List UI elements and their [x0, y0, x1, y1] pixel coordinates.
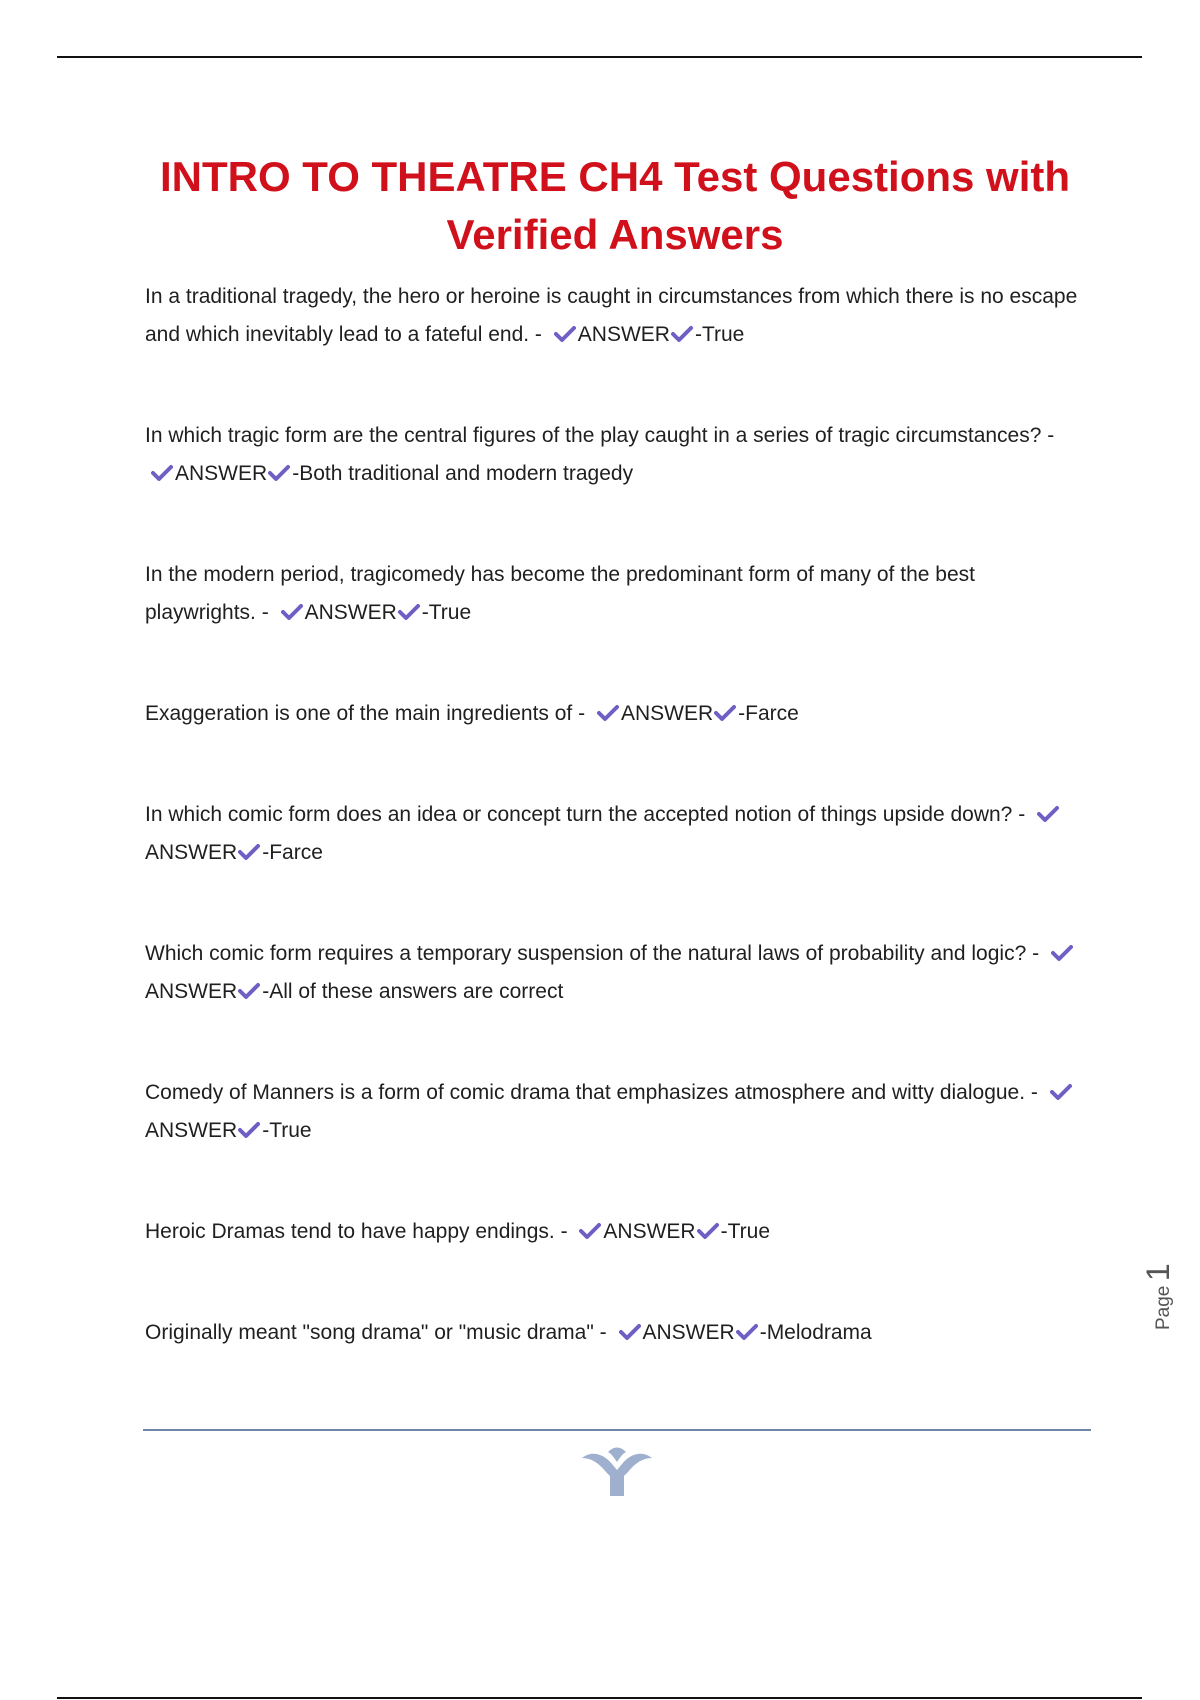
document-title: INTRO TO THEATRE CH4 Test Questions with Verified Answers [159, 153, 1071, 258]
answer-label: ANSWER [145, 980, 238, 1003]
check-icon [619, 1323, 641, 1341]
check-icon [1037, 805, 1059, 823]
check-icon [597, 704, 619, 722]
qa-item: In which comic form does an idea or concept turn the accepted notion of things upside down? - ANSWER -Farce [145, 796, 1085, 872]
check-icon [238, 843, 260, 861]
qa-item: In the modern period, tragicomedy has become the predominant form of many of the best playwrights. - ANSWER -True [145, 563, 975, 624]
answer-text: All of these answers are correct [269, 980, 564, 1003]
check-icon [398, 603, 420, 621]
answer-label: ANSWER [577, 323, 670, 346]
answer-label: ANSWER [620, 702, 714, 725]
answer-text: True [428, 601, 472, 624]
check-icon [554, 325, 576, 343]
question-text: In the modern period, tragicomedy has become the predominant form of many of the best playwrights. [145, 563, 975, 624]
qa-item: Exaggeration is one of the main ingredients of - ANSWER -Farce [145, 702, 799, 725]
answer-label: ANSWER [145, 841, 238, 864]
check-icon [238, 1121, 260, 1139]
question-text: Which comic form requires a temporary suspension of the natural laws of probability and logic? [145, 942, 1027, 965]
answer-text: True [269, 1119, 312, 1142]
page-number [1140, 1263, 1177, 1330]
answer-text: Melodrama [766, 1321, 872, 1344]
bottom-rule [57, 1697, 1142, 1699]
qa-item: Which comic form requires a temporary suspension of the natural laws of probability and logic? - ANSWER -All of these answers are correct [145, 935, 1085, 1011]
qa-list [145, 278, 1085, 1415]
qa-item: Comedy of Manners is a form of comic drama that emphasizes atmosphere and witty dialogue. - ANSWER -True [145, 1074, 1085, 1150]
answer-label: ANSWER [642, 1321, 735, 1344]
check-icon [736, 1323, 758, 1341]
qa-item: In which tragic form are the central figures of the play caught in a series of tragic circumstances? - ANSWER -Both traditional and modern tragedy [145, 424, 1055, 485]
check-icon [268, 464, 290, 482]
question-text: Originally meant "song drama" or "music drama" [145, 1321, 594, 1344]
qa-item: In a traditional tragedy, the hero or heroine is caught in circumstances from which there is no escape and which inevitably lead to a fateful end. - ANSWER -True [145, 285, 1078, 346]
top-rule [57, 56, 1142, 58]
qa-item: Originally meant "song drama" or "music drama" - ANSWER -Melodrama [145, 1321, 872, 1344]
question-text: Exaggeration is one of the main ingredients of [145, 702, 573, 725]
footer-rule [143, 1429, 1091, 1431]
answer-text: True [701, 323, 745, 346]
answer-label: ANSWER [145, 1119, 238, 1142]
check-icon [1050, 1083, 1072, 1101]
check-icon [238, 982, 260, 1000]
answer-text: True [727, 1220, 771, 1243]
check-icon [151, 464, 173, 482]
page-label: Page [1153, 1285, 1174, 1330]
answer-label: ANSWER [603, 1220, 696, 1243]
answer-text: Both traditional and modern tragedy [299, 462, 634, 485]
qa-item: Heroic Dramas tend to have happy endings. - ANSWER -True [145, 1220, 771, 1243]
question-text: In which tragic form are the central figures of the play caught in a series of tragic circumstances? [145, 424, 1042, 447]
page-number-value: 1 [1140, 1263, 1176, 1282]
check-icon [671, 325, 693, 343]
question-text: Heroic Dramas tend to have happy endings. [145, 1220, 555, 1243]
check-icon [714, 704, 736, 722]
answer-label: ANSWER [175, 462, 268, 485]
answer-text: Farce [269, 841, 323, 864]
question-text: Comedy of Manners is a form of comic drama that emphasizes atmosphere and witty dialogue. [145, 1081, 1026, 1104]
check-icon [697, 1222, 719, 1240]
answer-text: Farce [745, 702, 799, 725]
question-text: In a traditional tragedy, the hero or heroine is caught in circumstances from which there is no escape and which inevitably lead to a fateful end. [145, 285, 1078, 346]
answer-label: ANSWER [304, 601, 397, 624]
check-icon [1051, 944, 1073, 962]
check-icon [281, 603, 303, 621]
fleur-ornament-icon [578, 1444, 656, 1498]
check-icon [579, 1222, 601, 1240]
question-text: In which comic form does an idea or concept turn the accepted notion of things upside down? [145, 803, 1013, 826]
